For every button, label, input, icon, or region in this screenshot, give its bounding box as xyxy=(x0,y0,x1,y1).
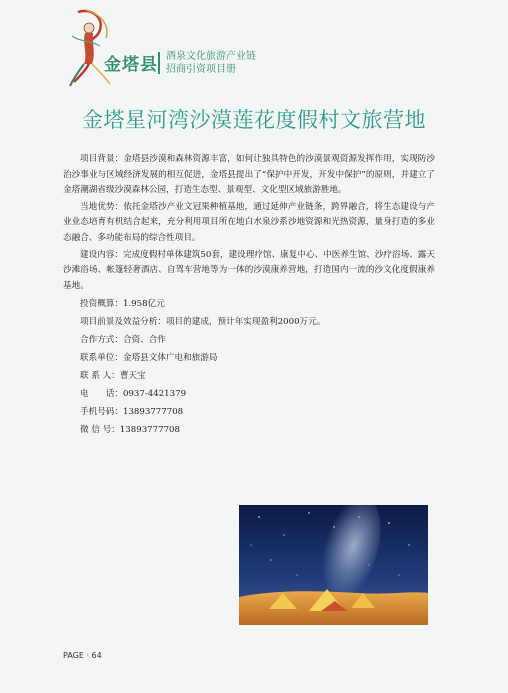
info-wechat: 微 信 号：13893777708 xyxy=(80,425,180,436)
apsara-illustration-icon xyxy=(60,6,120,88)
project-description xyxy=(63,152,435,439)
info-phone: 电 话：0937-4421379 xyxy=(80,389,187,400)
info-benefit: 项目前景及效益分析：项目的建成，预计年实现盈利2000万元。 xyxy=(80,317,326,328)
page-number: PAGE · 64 xyxy=(63,651,102,660)
info-cooperation: 合作方式：合资、合作 xyxy=(80,335,166,346)
paragraph-background: 项目背景：金塔县沙漠和森林资源丰富，如何让独具特色的沙漠景观资源发挥作用，实现防沙治沙事业与区域经济发展的相互促进，金塔县提出了“保护中开发，开发中保护”的原则，并建立了金塔潮湖省级沙漠森林公园，打造生态型、景观型、文化型区域旅游胜地。 xyxy=(63,154,435,196)
project-title: 金塔星河湾沙漠莲花度假村文旅营地 xyxy=(82,108,426,132)
series-title-line2: 招商引资项目册 xyxy=(166,64,236,75)
paragraph-construction: 建设内容：完成度假村单体建筑50套，建设理疗馆、康复中心、中医养生馆、沙疗浴场、露天沙滩浴场、帐篷轻奢酒店、自驾车营地等为一体的沙漠康养营地，打造国内一流的沙文化度假康养基地。 xyxy=(63,249,435,291)
page-header xyxy=(0,0,508,92)
info-mobile: 手机号码：13893777708 xyxy=(80,407,184,418)
brand-logo-text: 金塔县 xyxy=(104,55,158,75)
desert-camp-night-photo xyxy=(239,505,428,625)
paragraph-advantage: 当地优势：依托金塔沙产业文冠果种植基地，通过延伸产业链条，跨界融合，将生态建设与产业业态培育有机结合起来，充分利用项目所在地白水泉沙系沙地资源和光热资源，量身打造的多业态融合、多功能布局的综合性项目。 xyxy=(63,201,435,243)
info-investment: 投资概算：1.958亿元 xyxy=(80,299,165,310)
header-divider xyxy=(158,52,160,74)
info-contact-person: 联 系 人：曹天宝 xyxy=(80,371,146,382)
info-contact-unit: 联系单位：金塔县文体广电和旅游局 xyxy=(80,353,218,364)
series-title-line1: 酒泉文化旅游产业链 xyxy=(166,51,256,62)
